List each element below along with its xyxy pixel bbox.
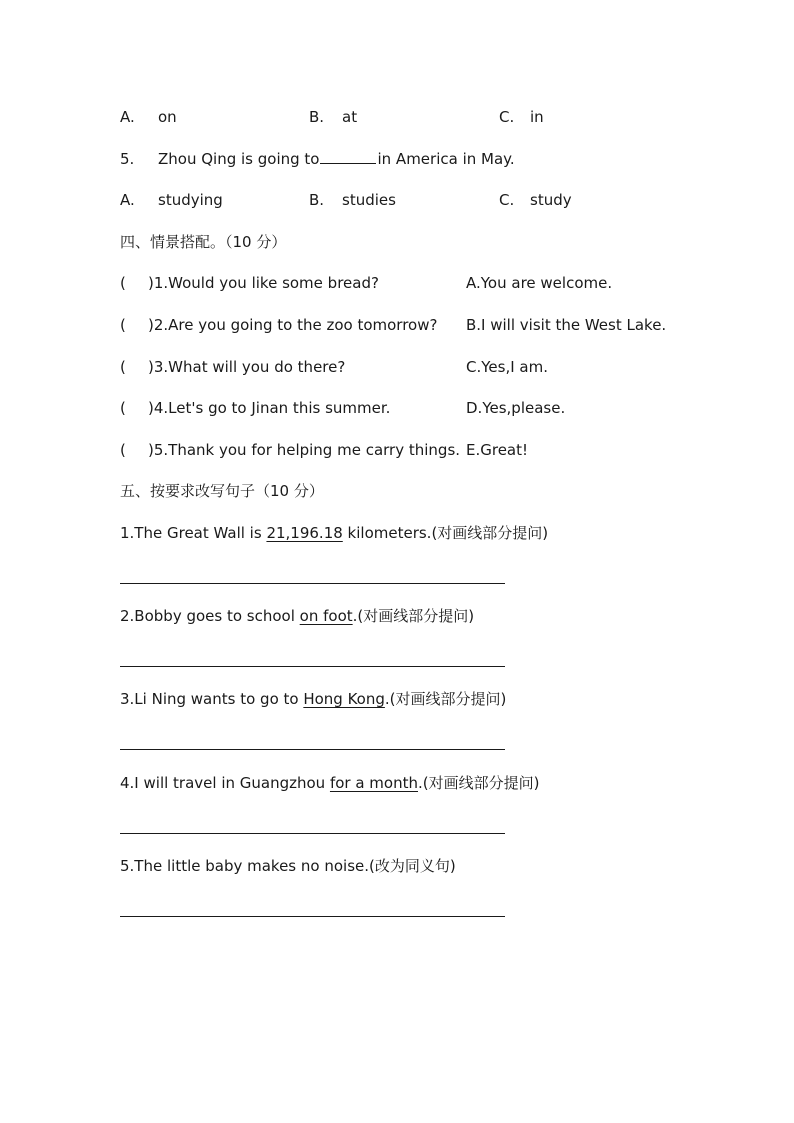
q5-option-c-text: study — [530, 191, 572, 209]
section5-title: 五、按要求改写句子（10 分） — [120, 482, 324, 500]
q5-blank — [320, 149, 376, 164]
s4-answer-b: B.I will visit the West Lake. — [466, 316, 667, 334]
s4-answer-e: E.Great! — [466, 441, 529, 459]
s5-item-1 — [120, 523, 548, 543]
q5-option-c-letter: C. — [499, 191, 515, 209]
q5-number: 5. — [120, 150, 135, 168]
q5-text-after: in America in May. — [377, 150, 515, 168]
answer-line-4[interactable] — [120, 833, 505, 834]
s4-paren-2: ( — [120, 316, 126, 334]
s5-item-1-underlined: 21,196.18 — [266, 524, 343, 542]
s4-paren-4: ( — [120, 399, 126, 417]
q4-option-c-text: in — [530, 108, 544, 126]
q5-option-a-text: studying — [158, 191, 223, 209]
s4-paren-1: ( — [120, 274, 126, 292]
q5-text-before: Zhou Qing is going to — [158, 150, 320, 168]
s5-item-1-after: kilometers.(对画线部分提问) — [342, 524, 549, 542]
q4-option-b-letter: B. — [309, 108, 325, 126]
q4-option-c-letter: C. — [499, 108, 515, 126]
s4-question-5: )5.Thank you for helping me carry things. — [148, 441, 461, 459]
section4-title: 四、情景搭配。（10 分） — [120, 233, 287, 251]
s5-item-2-before: 2.Bobby goes to school — [120, 607, 300, 625]
s5-item-4-before: 4.I will travel in Guangzhou — [120, 774, 330, 792]
s4-question-2: )2.Are you going to the zoo tomorrow? — [148, 316, 438, 334]
s4-question-4: )4.Let's go to Jinan this summer. — [148, 399, 391, 417]
answer-line-2[interactable] — [120, 666, 505, 667]
q4-option-a-letter: A. — [120, 108, 135, 126]
s5-item-5-before: 5.The little baby makes no noise.(改为同义句) — [120, 857, 456, 875]
s4-paren-5: ( — [120, 441, 126, 459]
s5-item-4-underlined: for a month — [329, 774, 418, 792]
s5-item-4-after: .(对画线部分提问) — [418, 774, 540, 792]
answer-line-1[interactable] — [120, 583, 505, 584]
s5-item-2-after: .(对画线部分提问) — [352, 607, 475, 625]
q5-sentence — [158, 149, 515, 169]
s4-answer-a: A.You are welcome. — [466, 274, 613, 292]
s5-item-1-before: 1.The Great Wall is — [120, 524, 267, 542]
s5-item-3 — [120, 689, 506, 709]
s5-item-2 — [120, 606, 474, 626]
s4-answer-c: C.Yes,I am. — [466, 358, 548, 376]
q4-option-a-text: on — [158, 108, 177, 126]
s5-item-3-underlined: Hong Kong — [303, 690, 385, 708]
q5-option-b-letter: B. — [309, 191, 325, 209]
q5-option-b-text: studies — [342, 191, 396, 209]
q5-option-a-letter: A. — [120, 191, 135, 209]
s4-question-3: )3.What will you do there? — [148, 358, 346, 376]
s5-item-5 — [120, 856, 456, 876]
s5-item-3-after: .(对画线部分提问) — [384, 690, 507, 708]
s5-item-4 — [120, 773, 539, 793]
answer-line-3[interactable] — [120, 749, 505, 750]
s5-item-3-before: 3.Li Ning wants to go to — [120, 690, 304, 708]
s4-question-1: )1.Would you like some bread? — [148, 274, 379, 292]
s4-answer-d: D.Yes,please. — [466, 399, 566, 417]
s4-paren-3: ( — [120, 358, 126, 376]
q4-option-b-text: at — [342, 108, 358, 126]
answer-line-5[interactable] — [120, 916, 505, 917]
s5-item-2-underlined: on foot — [299, 607, 353, 625]
